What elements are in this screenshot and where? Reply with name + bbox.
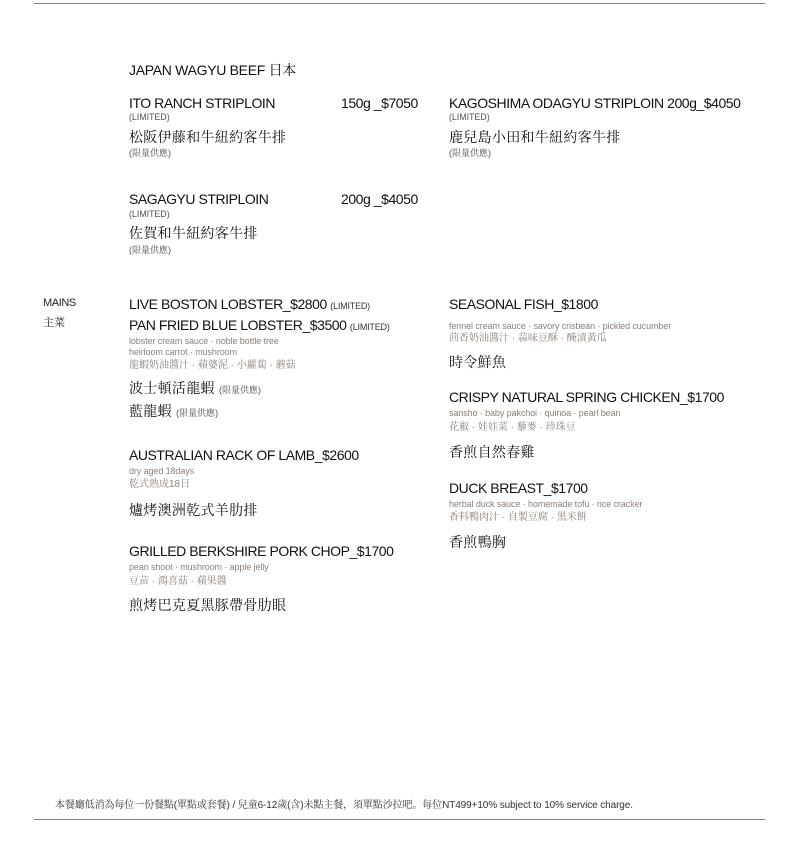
mains-label: MAINS (43, 297, 76, 309)
item-name-zh: 香煎鴨胸 (449, 534, 507, 550)
item-desc-zh: 香料鴨肉汁 · 自製豆腐 · 黑米餅 (449, 512, 587, 523)
item-name: SEASONAL FISH_$1800 (449, 296, 598, 312)
footer-note: 本餐廳低消為每位一份餐點(單點或套餐) / 兒童6-12歲(含)未點主餐，須單點沙拉吧。每位NT499+10% subject to 10% service charge. (55, 800, 633, 811)
item-desc-zh: 花椒 · 娃娃菜 · 藜麥 · 珍珠豆 (449, 422, 576, 433)
item-name: ITO RANCH STRIPLOIN (129, 95, 275, 111)
item-desc-zh: 乾式熟成18日 (129, 479, 191, 490)
item-name-zh (129, 378, 261, 398)
item-desc: lobster cream sauce · noble bottle tree (129, 336, 279, 346)
item-desc: pean shoot · mushroom · apple jelly (129, 562, 269, 572)
item-price: 200g _$4050 (341, 191, 418, 207)
lobster-zh-2: 藍龍蝦 (129, 403, 172, 419)
lobster-zh-tag-1: (限量供應) (219, 385, 262, 395)
item-desc-zh: 茴香奶油醬汁 · 蒜味豆酥 · 醃漬黃瓜 (449, 333, 607, 344)
item-name: SAGAGYU STRIPLOIN (129, 191, 269, 207)
lobster-limited-1: (LIMITED) (330, 301, 370, 311)
item-tag-zh: (限量供應) (449, 148, 491, 158)
top-divider (34, 3, 765, 4)
item-name: DUCK BREAST_$1700 (449, 480, 588, 496)
item-name-zh (129, 401, 218, 421)
item-name-zh: 煎烤巴克夏黑豚帶骨肋眼 (129, 597, 287, 613)
item-name-zh: 香煎自然春雞 (449, 444, 535, 460)
item-desc-zh: 豆苗 · 鴻喜菇 · 蘋果醬 (129, 576, 227, 587)
item-tag: (LIMITED) (129, 209, 170, 219)
item-name: KAGOSHIMA ODAGYU STRIPLOIN 200g_$4050 (449, 95, 741, 111)
lobster-name-1: LIVE BOSTON LOBSTER_$2800 (129, 296, 327, 312)
lobster-zh-1: 波士頓活龍蝦 (129, 380, 215, 396)
item-desc-zh: 龍蝦奶油醬汁 · 蘋婆泥 · 小蘿蔔 · 蘑菇 (129, 360, 296, 371)
item-tag: (LIMITED) (129, 112, 170, 122)
item-name-zh: 爐烤澳洲乾式羊肋排 (129, 502, 258, 518)
item-desc: sansho · baby pakchoi · quinoa · pearl bean (449, 408, 621, 418)
item-desc: dry aged 18days (129, 466, 195, 476)
item-name: CRISPY NATURAL SPRING CHICKEN_$1700 (449, 389, 724, 405)
item-name-zh: 時令鮮魚 (449, 354, 507, 370)
item-name (129, 317, 390, 333)
item-name-zh: 佐賀和牛紐約客牛排 (129, 225, 258, 241)
item-tag-zh: (限量供應) (129, 148, 171, 158)
lobster-zh-tag-2: (限量供應) (176, 408, 219, 418)
item-name (129, 296, 370, 312)
item-tag-zh: (限量供應) (129, 245, 171, 255)
mains-label-zh: 主菜 (43, 317, 65, 329)
item-tag: (LIMITED) (449, 112, 490, 122)
section-title: JAPAN WAGYU BEEF 日本 (129, 62, 296, 78)
item-name: GRILLED BERKSHIRE PORK CHOP_$1700 (129, 543, 394, 559)
item-desc: herbal duck sauce · homemade tofu · rice cracker (449, 499, 643, 509)
item-name-zh: 鹿兒島小田和牛紐約客牛排 (449, 129, 621, 145)
item-name: AUSTRALIAN RACK OF LAMB_$2600 (129, 447, 359, 463)
bottom-divider (34, 819, 765, 820)
item-price: 150g _$7050 (341, 95, 418, 111)
lobster-limited-2: (LIMITED) (349, 322, 390, 332)
item-name-zh: 松阪伊藤和牛紐約客牛排 (129, 129, 287, 145)
lobster-name-2: PAN FRIED BLUE LOBSTER_$3500 (129, 317, 347, 333)
item-desc: heirloom carrot · mushroom (129, 347, 237, 357)
item-desc: fennel cream sauce · savory crisbean · pickled cucumber (449, 321, 672, 331)
